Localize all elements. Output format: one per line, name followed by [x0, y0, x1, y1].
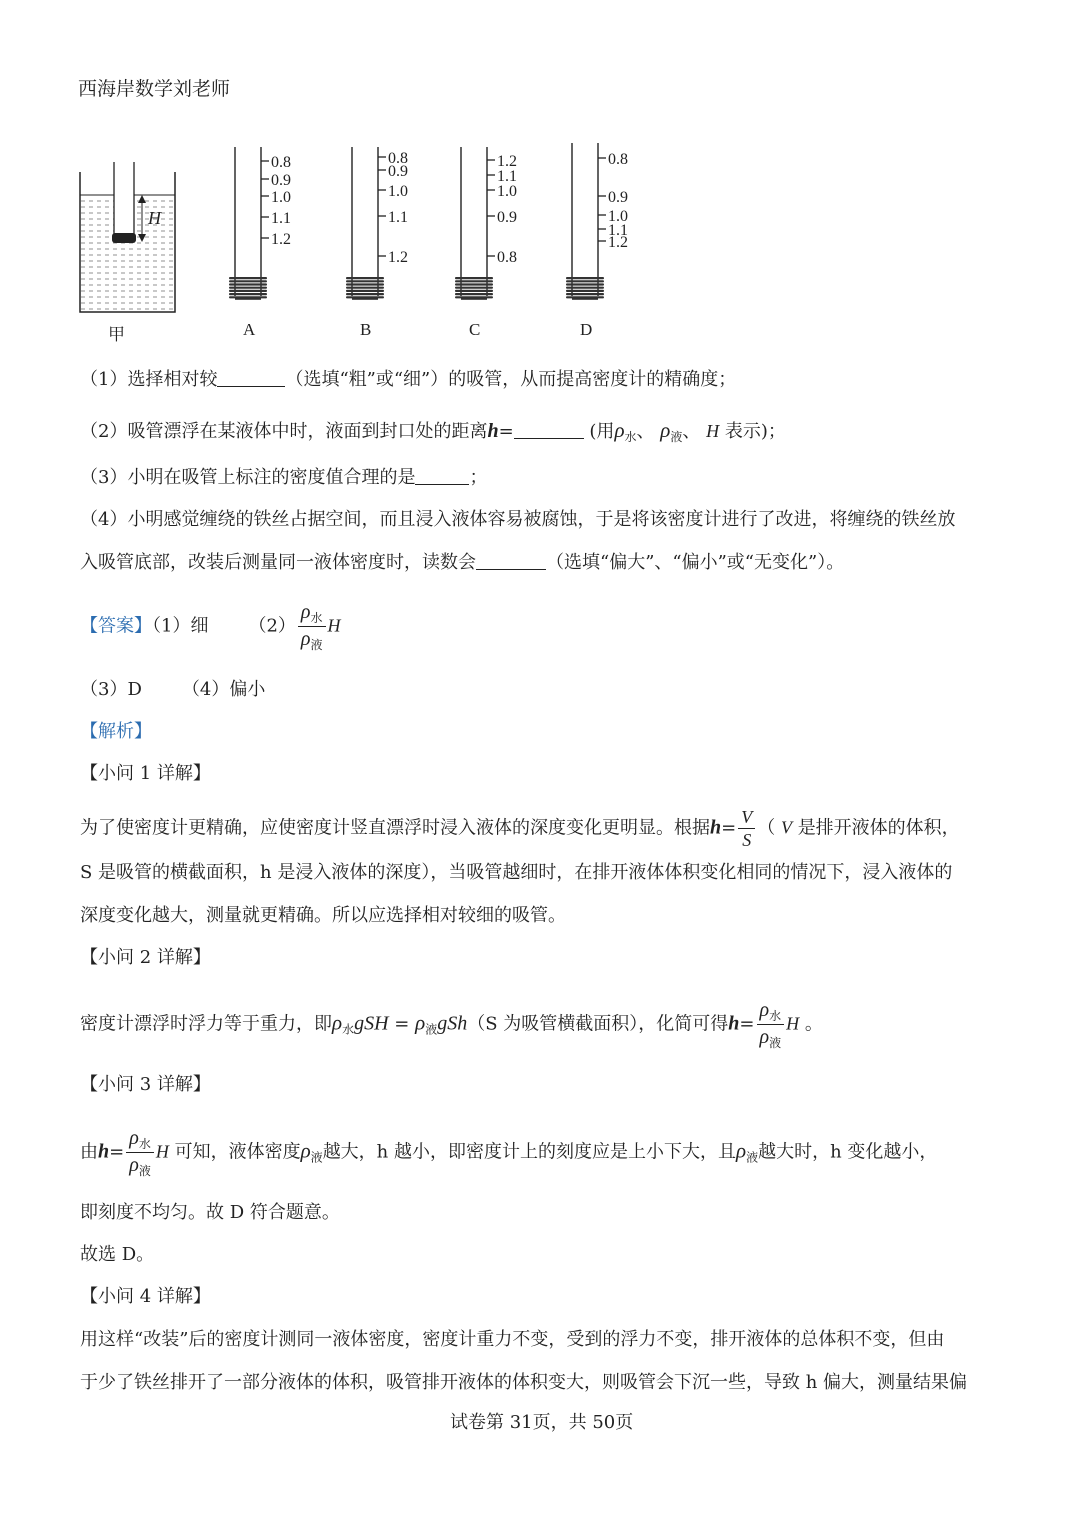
question-2: （2）吸管漂浮在某液体中时，液面到封口处的距离h= (用$\rho_水$、 $\rho_液$、 H 表示)； — [80, 418, 786, 444]
tube-label: B — [360, 320, 372, 339]
tick-label: 0.8 — [388, 150, 408, 167]
page-footer: 试卷第 31页，共 50页 — [450, 1412, 634, 1433]
tick-label: 1.0 — [271, 189, 291, 206]
sub3-line1: 由h= $\frac{\rho_水}{\rho_液}$ H 可知，液体密度$\rho_液$越大，h 越小，即密度计上的刻度应是上小下大，且$\rho_液$越大时，h 变化越小， — [80, 1127, 938, 1178]
question-3: （3）小明在吸管上标注的密度值合理的是 ； — [80, 467, 488, 488]
tick-label: 1.2 — [271, 231, 291, 248]
tick-label: 0.8 — [497, 249, 517, 266]
answer-line-1: 【答案】（1）细 （2） $\frac{\rho_水}{\rho_液}$ H — [80, 601, 341, 652]
blank-3[interactable] — [415, 468, 469, 485]
analysis-tag: 【解析】 — [80, 721, 152, 742]
header-author: 西海岸数学刘老师 — [78, 78, 231, 100]
sub1-line1: 为了使密度计更精确，应使密度计竖直漂浮时浸入液体的深度变化更明显。根据h= $\frac{V}{S}$ （ V 是排开液体的体积， — [80, 807, 960, 850]
tick-label: 1.2 — [388, 249, 408, 266]
tick-label: 0.9 — [271, 172, 291, 189]
tick-label: 1.0 — [608, 208, 628, 225]
sub2-line: 密度计漂浮时浮力等于重力，即$\rho_水gSH = \rho_液gSh(S$ 为吸管横截面积），化简可得h= $\frac{\rho_水}{\rho_液}$ H 。 — [80, 999, 823, 1050]
tick-label: 1.2 — [608, 234, 628, 251]
tick-label: 1.0 — [497, 183, 517, 200]
tick-label: 1.0 — [388, 183, 408, 200]
tick-label: 0.9 — [388, 163, 408, 180]
tick-label: 0.8 — [271, 154, 291, 171]
tick-label: 0.8 — [608, 151, 628, 168]
sub1-title: 【小问 1 详解】 — [80, 763, 211, 784]
h-label: H — [148, 208, 161, 228]
tick-label: 0.9 — [608, 189, 628, 206]
sub1-line2: S 是吸管的横截面积，h 是浸入液体的深度），当吸管越细时，在排开液体体积变化相同的情况下，浸入液体的 — [80, 862, 953, 883]
question-4-line1: （4）小明感觉缠绕的铁丝占据空间，而且浸入液体容易被腐蚀，于是将该密度计进行了改进，将缠绕的铁丝放 — [80, 509, 956, 530]
tick-label: 1.1 — [388, 209, 408, 226]
question-4-line2: 入吸管底部，改装后测量同一液体密度时，读数会 （选填“偏大”、“偏小”或“无变化”）。 — [80, 552, 845, 573]
blank-2[interactable] — [514, 422, 584, 439]
tick-label: 0.9 — [497, 209, 517, 226]
tick-label: 1.1 — [497, 168, 517, 185]
tick-label: 1.1 — [271, 210, 291, 227]
tick-label: 1.1 — [608, 222, 628, 239]
tube-c — [455, 147, 517, 339]
tick-label: 1.2 — [497, 153, 517, 170]
label-jia: 甲 — [108, 325, 125, 344]
tube-label: C — [469, 320, 481, 339]
answer-line-2: （3）D （4）偏小 — [80, 679, 266, 700]
sub4-line2: 于少了铁丝排开了一部分液体的体积，吸管排开液体的体积变大，则吸管会下沉一些，导致 h 偏大，测量结果偏 — [80, 1372, 968, 1393]
sub3-title: 【小问 3 详解】 — [80, 1074, 211, 1095]
tube-b — [346, 147, 408, 339]
sub4-title: 【小问 4 详解】 — [80, 1286, 211, 1307]
sub3-line3: 故选 D。 — [80, 1244, 155, 1265]
blank-1[interactable] — [217, 370, 285, 387]
sub2-title: 【小问 2 详解】 — [80, 947, 211, 968]
density-meter-figure — [0, 0, 1080, 360]
answer-tag: 【答案】 — [80, 615, 152, 637]
tube-label: D — [580, 320, 593, 339]
blank-4[interactable] — [476, 553, 546, 570]
tube-a — [229, 147, 291, 339]
sub3-line2: 即刻度不均匀。故 D 符合题意。 — [80, 1202, 340, 1223]
tube-label: A — [243, 320, 256, 339]
tube-d — [566, 143, 628, 339]
question-1: （1）选择相对较 （选填“粗”或“细”）的吸管，从而提高密度计的精确度； — [80, 369, 737, 390]
beaker-jia — [80, 162, 175, 312]
sub1-line3: 深度变化越大，测量就更精确。所以应选择相对较细的吸管。 — [80, 905, 566, 926]
sub4-line1: 用这样“改装”后的密度计测同一液体密度，密度计重力不变，受到的浮力不变，排开液体的总体积不变，但由 — [80, 1329, 945, 1350]
